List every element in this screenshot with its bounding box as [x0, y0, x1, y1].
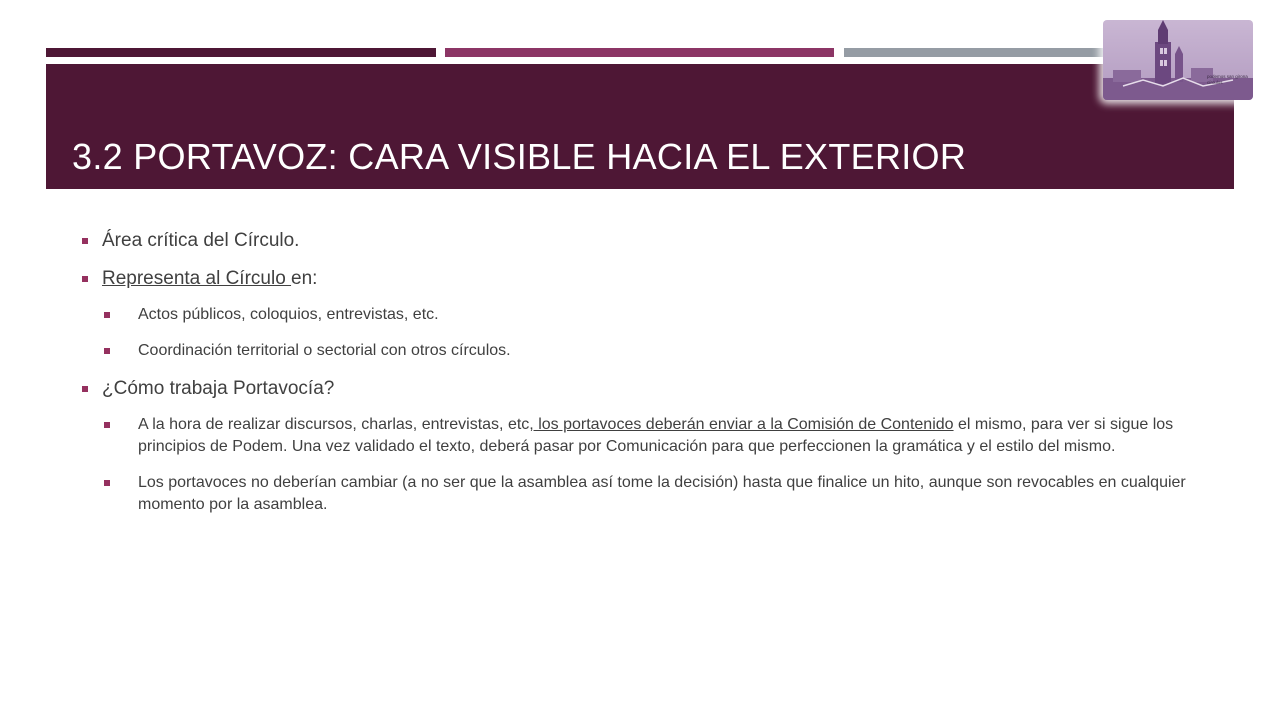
bullet-square-icon	[82, 238, 88, 244]
title-band	[46, 64, 1234, 189]
text-segment: ¿Cómo trabaja Portavocía?	[102, 378, 335, 399]
accent-bar-dark	[46, 48, 436, 57]
bullet-item-b2	[82, 266, 1232, 292]
bullet-square-icon	[82, 386, 88, 392]
bullet-text	[138, 342, 511, 359]
bullet-square-icon	[104, 422, 110, 428]
bullet-item-b3b	[104, 472, 1204, 516]
bullet-item-b3a	[104, 414, 1204, 458]
text-segment: Área crítica del Círculo.	[102, 230, 300, 251]
text-segment: Coordinación territorial o sectorial con otros círculos.	[138, 342, 511, 359]
text-segment: en:	[291, 268, 318, 289]
bullet-list	[82, 228, 1232, 530]
bullet-square-icon	[104, 480, 110, 486]
accent-bar-magenta	[445, 48, 834, 57]
bullet-item-b3	[82, 376, 1232, 402]
bullet-text	[138, 416, 1173, 455]
bullet-item-b2b	[104, 340, 1204, 362]
bullet-square-icon	[82, 276, 88, 282]
text-segment: A la hora de realizar discursos, charlas, entrevistas, etc	[138, 416, 530, 433]
slide-title: 3.2 PORTAVOZ: CARA VISIBLE HACIA EL EXTERIOR	[72, 136, 967, 177]
text-segment: , los portavoces deberán enviar a la Comisión de Contenido	[529, 416, 954, 433]
bullet-text	[138, 306, 439, 323]
bullet-text	[102, 268, 317, 289]
bullet-item-b2a	[104, 304, 1204, 326]
tower-logo-icon	[1103, 20, 1253, 100]
bullet-square-icon	[104, 348, 110, 354]
tower-logo	[1103, 20, 1253, 100]
bullet-square-icon	[104, 312, 110, 318]
text-segment: Los portavoces no deberían cambiar (a no ser que la asamblea así tome la decisión) hasta que finalice un hito, aunque son revocables en cualquier momento por la asamblea.	[138, 474, 1186, 513]
bullet-text	[102, 230, 299, 251]
text-segment: Representa al Círculo	[102, 268, 292, 289]
bullet-text	[138, 474, 1186, 513]
logo-caption: podemos san girona círculos	[1207, 74, 1248, 85]
text-segment: el mismo, para ver si sigue los principios de Podem. Una vez validado el texto, deberá pasar por Comunicación para que perfeccionen la gramática y el estilo del mismo.	[138, 416, 1174, 455]
bullet-item-b1	[82, 228, 1232, 254]
bullet-text	[102, 378, 334, 399]
text-segment: Actos públicos, coloquios, entrevistas, etc.	[138, 306, 439, 323]
